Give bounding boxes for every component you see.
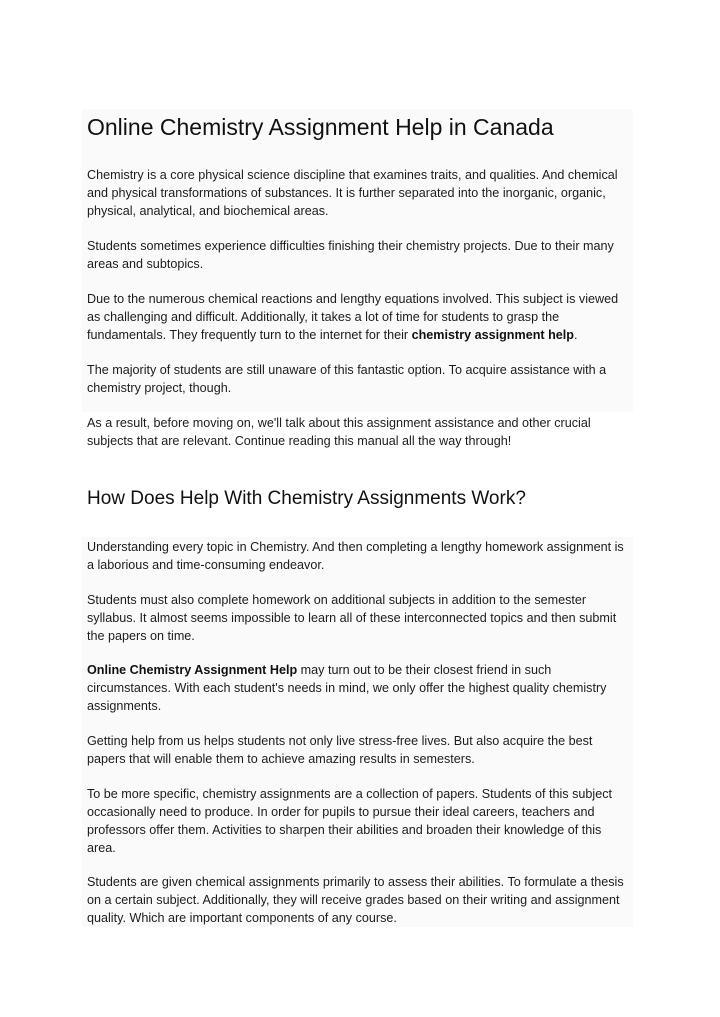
paragraph: To be more specific, chemistry assignments are a collection of papers. Students of this subject occasionally need to produce. In order for pupils to pursue their ideal careers, teachers and professors offer them. Activities to sharpen their abilities and broaden their knowledge of this area. bbox=[87, 787, 612, 855]
paragraph-text: may turn out to be their closest friend in such circumstances. With each student's needs in mind, we only offer the highest quality chemistry assignments. bbox=[87, 663, 607, 713]
paragraph: Students sometimes experience difficulties finishing their chemistry projects. Due to their many areas and subtopics. bbox=[87, 239, 614, 271]
bold-keyword: Online Chemistry Assignment Help bbox=[87, 663, 298, 677]
document-title: Online Chemistry Assignment Help in Canada bbox=[87, 114, 554, 140]
paragraph-text: Due to the numerous chemical reactions and lengthy equations involved. This subject is viewed as challenging and difficult. Additionally, it takes a lot of time for students to grasp the fundamentals. They frequently turn to the internet for their bbox=[87, 292, 619, 342]
paragraph: Understanding every topic in Chemistry. And then completing a lengthy homework assignment is a laborious and time-consuming endeavor. bbox=[87, 540, 624, 572]
paragraph: Students must also complete homework on additional subjects in addition to the semester syllabus. It almost seems impossible to learn all of these interconnected topics and then submit the papers on time. bbox=[87, 593, 617, 643]
paragraph: Chemistry is a core physical science discipline that examines traits, and qualities. And chemical and physical transformations of substances. It is further separated into the inorganic, organic, physical, analytical, and biochemical areas. bbox=[87, 168, 618, 218]
paragraph-text: . bbox=[573, 328, 578, 342]
paragraph: Getting help from us helps students not only live stress-free lives. But also acquire the best papers that will enable them to achieve amazing results in semesters. bbox=[87, 734, 593, 766]
bold-keyword: chemistry assignment help bbox=[411, 328, 574, 342]
paragraph: As a result, before moving on, we'll talk about this assignment assistance and other crucial subjects that are relevant. Continue reading this manual all the way through! bbox=[87, 416, 591, 448]
paragraph bbox=[87, 290, 632, 344]
paragraph bbox=[87, 661, 632, 715]
paragraph: The majority of students are still unaware of this fantastic option. To acquire assistance with a chemistry project, though. bbox=[87, 363, 607, 395]
section-heading: How Does Help With Chemistry Assignments Work? bbox=[87, 488, 526, 509]
paragraph: Students are given chemical assignments primarily to assess their abilities. To formulate a thesis on a certain subject. Additionally, they will receive grades based on their writing and assignment quality. Which are important components of any course. bbox=[87, 875, 624, 925]
